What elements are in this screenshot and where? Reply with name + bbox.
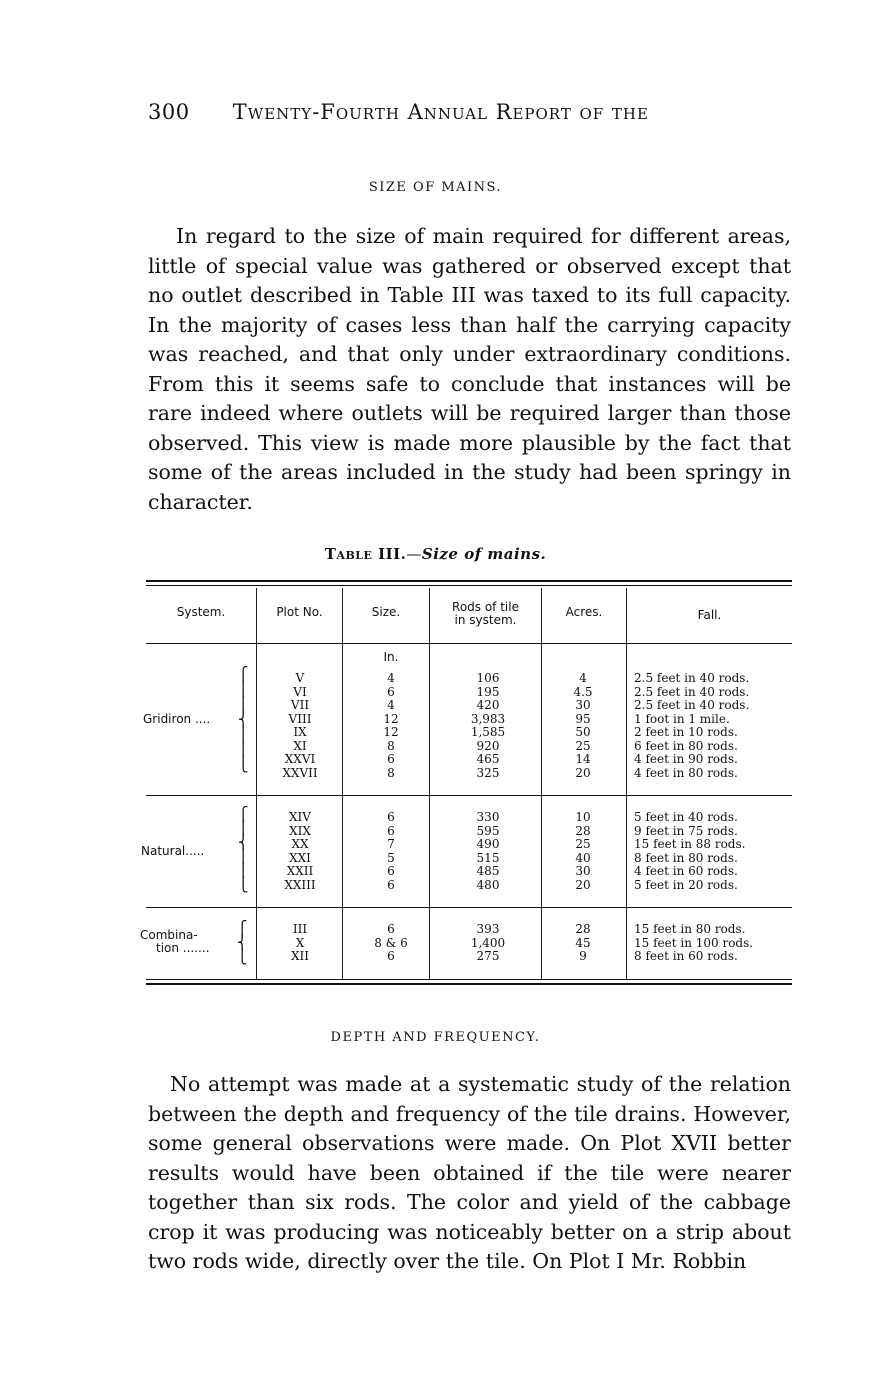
table-cell: 5 feet in 40 rods. <box>634 810 738 824</box>
group-divider-1 <box>146 795 792 796</box>
system-combination <box>140 929 210 955</box>
col-header-size: Size. <box>371 605 401 619</box>
table-cell: 15 feet in 80 rods. <box>634 922 746 936</box>
table-cell: XXVII <box>282 765 318 780</box>
table-cell: 2.5 feet in 40 rods. <box>634 698 750 712</box>
table-cell: 8 <box>387 765 395 780</box>
acres-combination <box>542 923 624 964</box>
table-cell: 8 & 6 <box>374 935 408 950</box>
table-cell: 45 <box>575 935 591 950</box>
system-natural: Natural..... <box>141 844 205 858</box>
table-cell: 14 <box>575 752 591 766</box>
page-number: 300 <box>148 100 190 124</box>
col-rule-2 <box>342 588 343 980</box>
table-cell: VII <box>290 698 310 712</box>
col-header-system: System. <box>176 605 226 619</box>
table-cell: 3,983 <box>470 711 506 726</box>
table-cell: V <box>295 671 305 685</box>
table-cell: 8 feet in 60 rods. <box>634 949 738 963</box>
table-cell: VIII <box>288 711 312 726</box>
group-divider-2 <box>146 907 792 908</box>
col-header-acres: Acres. <box>565 605 603 619</box>
table-cell: 920 <box>476 738 500 753</box>
table-cell: 5 <box>387 850 395 865</box>
col-header-rods-line1: Rods of tile <box>452 600 519 614</box>
table-cell: 15 feet in 100 rods. <box>634 935 754 950</box>
section-heading-size-of-mains: SIZE OF MAINS. <box>368 180 503 195</box>
table-cell: 6 <box>387 864 395 878</box>
table-cell: 6 <box>387 810 395 824</box>
table-cell: XXI <box>289 850 311 865</box>
table-cell: 4.5 <box>573 684 593 699</box>
brace-combination-icon: ⎧ ⎨ ⎩ <box>237 921 248 965</box>
table-cell: 4 feet in 90 rods. <box>634 752 738 766</box>
table-cell: XXVI <box>284 752 316 766</box>
table-cell: 7 <box>387 837 395 851</box>
table-cell: 95 <box>575 711 591 726</box>
table-cell: 30 <box>575 698 591 712</box>
table-caption-label: Table III. <box>324 545 407 563</box>
table-cell: 12 <box>383 725 399 739</box>
rods-natural <box>436 811 540 892</box>
table-cell: XII <box>290 949 310 963</box>
table-cell: 6 <box>387 752 395 766</box>
sizes-natural <box>344 811 438 892</box>
plots-combination <box>258 923 342 964</box>
table-cell: X <box>295 935 305 950</box>
table-cell: 6 <box>387 877 395 892</box>
brace-natural-icon: ⎧ ⎪ ⎨ ⎪ ⎪ ⎩ <box>238 807 249 893</box>
table-cell: 20 <box>575 877 591 892</box>
table-cell: XIX <box>289 823 311 838</box>
table-cell: 485 <box>476 864 500 878</box>
table-cell: 2.5 feet in 40 rods. <box>634 671 750 685</box>
plots-natural <box>258 811 342 892</box>
col-rule-5 <box>626 588 627 980</box>
table-cell: VI <box>293 684 307 699</box>
rods-combination <box>436 923 540 964</box>
table-cell: 515 <box>476 850 500 865</box>
table-cell: 106 <box>476 671 500 685</box>
table-cell: 4 <box>387 698 395 712</box>
col-rule-1 <box>256 588 257 980</box>
system-gridiron: Gridiron .... <box>143 712 211 726</box>
table-cell: III <box>292 922 308 936</box>
table-cell: 195 <box>476 684 500 699</box>
table-cell: 420 <box>476 698 500 712</box>
section-heading-depth-and-frequency: DEPTH AND FREQUENCY. <box>330 1030 541 1045</box>
table-bottom-rule <box>146 983 792 985</box>
col-header-fall: Fall. <box>697 608 722 622</box>
col-header-rods <box>430 601 541 627</box>
size-unit <box>344 651 438 665</box>
table-cell: 5 feet in 20 rods. <box>634 877 738 892</box>
table-cell: 4 <box>579 671 587 685</box>
table-cell: 30 <box>575 864 591 878</box>
falls-natural <box>634 811 794 892</box>
table-caption <box>0 545 871 563</box>
table-cell: 393 <box>476 922 500 936</box>
table-cell: 325 <box>476 765 500 780</box>
table-cell: 28 <box>575 823 591 838</box>
sizes-combination <box>344 923 438 964</box>
table-cell: XXIII <box>284 877 316 892</box>
rods-gridiron <box>436 672 540 780</box>
table-cell: 50 <box>575 725 591 739</box>
running-head <box>148 100 748 124</box>
table-caption-title: Size of mains. <box>421 545 547 563</box>
system-combination-line1: Combina- <box>140 928 198 942</box>
sizes-gridiron <box>344 672 438 780</box>
table-cell: 4 feet in 80 rods. <box>634 765 738 780</box>
table-cell: 275 <box>476 949 500 963</box>
table-cell: 1,585 <box>470 725 506 739</box>
table-cell: XIV <box>289 810 311 824</box>
table-cell: 6 <box>387 922 395 936</box>
brace-gridiron-icon: ⎧ ⎪ ⎪ ⎨ ⎪ ⎪ ⎩ <box>238 667 249 773</box>
table-top-rule <box>146 580 792 582</box>
table-cell: XI <box>293 738 307 753</box>
table-bottom-rule-thin <box>146 979 792 980</box>
header-bottom-rule <box>146 643 792 644</box>
table-cell: 4 <box>387 671 395 685</box>
col-rule-3 <box>429 588 430 980</box>
col-header-rods-line2: in system. <box>454 613 517 627</box>
table-cell: XX <box>291 837 309 851</box>
table-cell: 1,400 <box>470 935 506 950</box>
table-cell: 1 foot in 1 mile. <box>634 711 730 726</box>
paragraph-size-of-mains: In regard to the size of main required for different areas, little of special value was gathered or observed except that no outlet described in Table III was taxed to its full capacity. In the majority of cases less than half the carrying capacity was reached, and that only under extraordinary conditions. From this it seems safe to conclude that instances will be rare indeed where outlets will be required larger than those observed. This view is made more plausible by the fact that some of the areas included in the study had been springy in character. <box>148 224 791 514</box>
col-rule-4 <box>541 588 542 980</box>
table-cell: 6 <box>387 823 395 838</box>
table-caption-dash: — <box>406 545 422 563</box>
paragraph-depth-and-frequency: No attempt was made at a systematic study of the relation between the depth and frequency of the tile drains. However, some general observations were made. On Plot XVII better results would have been obtained if the tile were nearer together than six rods. The color and yield of the cabbage crop it was producing was noticeably better on a strip about two rods wide, directly over the tile. On Plot I Mr. Robbin <box>148 1072 791 1273</box>
table-cell: 20 <box>575 765 591 780</box>
table-cell: 8 feet in 80 rods. <box>634 850 738 865</box>
table-cell: 465 <box>476 752 500 766</box>
table-cell: 2.5 feet in 40 rods. <box>634 684 750 699</box>
acres-natural <box>542 811 624 892</box>
table-cell: 6 <box>387 684 395 699</box>
falls-gridiron <box>634 672 794 780</box>
running-title: Twenty-Fourth Annual Report of the <box>232 100 649 124</box>
table-cell: 12 <box>383 711 399 726</box>
table-cell: 6 <box>387 949 395 963</box>
table-cell: 9 feet in 75 rods. <box>634 823 738 838</box>
table-cell: 595 <box>476 823 500 838</box>
table-cell: 15 feet in 88 rods. <box>634 837 746 851</box>
table-cell: 480 <box>476 877 500 892</box>
table-cell: XXII <box>286 864 314 878</box>
falls-combination <box>634 923 794 964</box>
table-cell: 490 <box>476 837 500 851</box>
table-cell: IX <box>293 725 307 739</box>
col-header-plot: Plot No. <box>276 605 323 619</box>
system-combination-line2: tion ....... <box>156 941 210 955</box>
acres-gridiron <box>542 672 624 780</box>
table-cell: 330 <box>476 810 500 824</box>
table-cell: 25 <box>575 738 591 753</box>
table-cell: 25 <box>575 837 591 851</box>
table-cell: 4 feet in 60 rods. <box>634 864 738 878</box>
table-cell: 40 <box>575 850 591 865</box>
table-cell: 10 <box>575 810 591 824</box>
table-cell: 9 <box>579 949 587 963</box>
plots-gridiron <box>258 672 342 780</box>
size-unit-label: In. <box>383 650 399 664</box>
table-cell: 6 feet in 80 rods. <box>634 738 738 753</box>
table-cell: 2 feet in 10 rods. <box>634 725 738 739</box>
table-cell: 28 <box>575 922 591 936</box>
table-cell: 8 <box>387 738 395 753</box>
table-top-rule-thin <box>146 585 792 586</box>
